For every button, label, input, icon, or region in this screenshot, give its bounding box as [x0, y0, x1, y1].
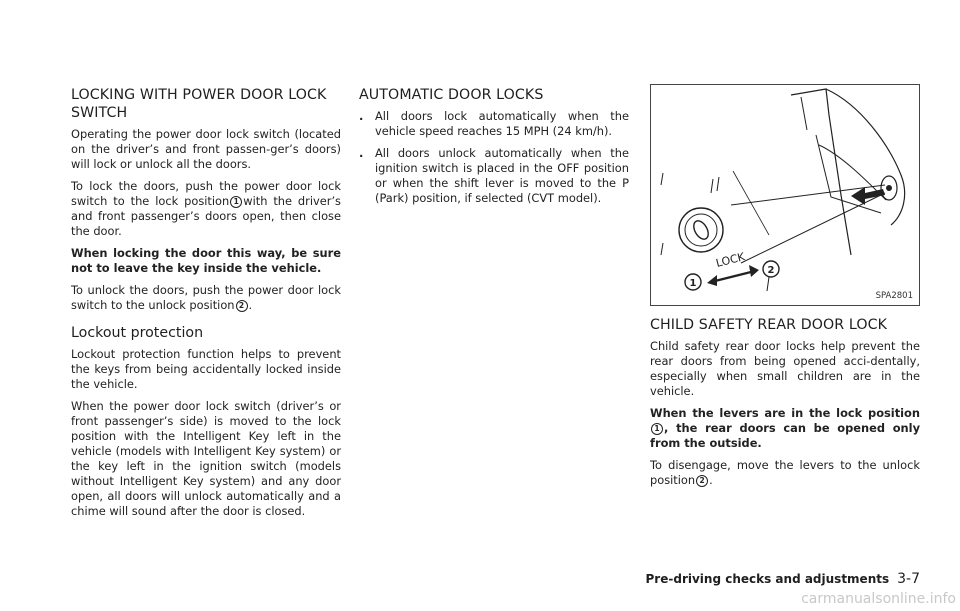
column-left [71, 86, 341, 526]
text-run: . [709, 473, 713, 487]
door-edge-line [816, 135, 881, 213]
paragraph [71, 283, 341, 313]
callout-2-marker: 2 [696, 475, 708, 487]
paragraph: Lockout protection function helps to prevent the keys from being accidentally locked inside the vehicle. [71, 347, 341, 391]
callout-1-marker: 1 [651, 423, 663, 435]
lock-lever-inset [685, 214, 717, 246]
callout-1-marker: 1 [230, 196, 242, 208]
list-item-text: All doors unlock automatically when the ignition switch is placed in the OFF position or when the shift lever is moved to the P (Park) position, if selected (CVT model). [375, 146, 629, 205]
door-edge-line [826, 89, 905, 225]
lock-label: LOCK [714, 250, 747, 270]
text-run: . [248, 298, 253, 312]
column-right [650, 84, 920, 495]
bullet-marker: . [359, 109, 364, 123]
chapter-title: Pre-driving checks and adjustments [645, 572, 890, 586]
paragraph: When the power door lock switch (driver’s or front passenger’s side) is moved to the lock position with the Intelligent Key left in the vehicle (models with Intelligent Key system) or the key left in the ignition switch (models without Intelligent Key system) and any door open, all doors will unlock automatically and a chime will sound after the door is closed. [71, 399, 341, 518]
list-item-text: All doors lock automatically when the vehicle speed reaches 15 MPH (24 km/h). [375, 109, 629, 138]
callout-2-label: 2 [767, 265, 775, 276]
door-frame-line [801, 97, 807, 130]
scratch-mark [661, 243, 663, 255]
section-heading-power-door-lock: LOCKING WITH POWER DOOR LOCK SWITCH [71, 87, 327, 121]
door-frame-line [791, 89, 851, 255]
paragraph [71, 179, 341, 239]
list-item [359, 109, 629, 139]
panel-mark [733, 171, 769, 235]
subheading-lockout-protection: Lockout protection [71, 325, 204, 341]
scratch-mark [661, 173, 663, 185]
warning-paragraph [650, 406, 920, 451]
column-middle [359, 86, 629, 213]
figure-code: SPA2801 [875, 291, 913, 301]
callout-1-label: 1 [689, 278, 697, 289]
text-run: To disengage, move the levers to the unlock position [650, 458, 920, 487]
list-item [359, 146, 629, 206]
watermark: carmanualsonline.info [801, 591, 956, 607]
text-run: , the rear doors can be opened only from the outside. [650, 421, 920, 450]
child-lock-illustration [650, 84, 920, 306]
section-heading-child-safety-lock: CHILD SAFETY REAR DOOR LOCK [650, 317, 888, 333]
arrow-head-icon [707, 275, 717, 286]
latch-pin [886, 185, 892, 191]
bullet-marker: . [359, 146, 364, 160]
door-diagram-icon [651, 85, 919, 305]
paragraph: Operating the power door lock switch (located on the driver’s and front passen-ger’s doors) will lock or unlock all the doors. [71, 127, 341, 171]
page-footer [646, 571, 920, 587]
paragraph [650, 458, 920, 488]
scratch-mark [767, 277, 769, 291]
text-run: with the driver’s and front passenger’s doors open, then close the door. [71, 194, 341, 238]
text-run: To unlock the doors, push the power door lock switch to the unlock position [71, 283, 341, 312]
bullet-list [359, 109, 629, 206]
text-run: To lock the doors, push the power door lock switch to the lock position [71, 179, 341, 208]
callout-2-marker: 2 [236, 300, 248, 312]
leader-line [741, 193, 885, 263]
warning-paragraph: When locking the door this way, be sure not to leave the key inside the vehicle. [71, 246, 341, 275]
paragraph: Child safety rear door locks help prevent the rear doors from being opened acci-dentally, especially when small children are in the vehicle. [650, 339, 920, 398]
text-run: When the levers are in the lock position [650, 406, 920, 420]
lock-lever-inset [679, 208, 723, 252]
section-heading-automatic-door-locks: AUTOMATIC DOOR LOCKS [359, 87, 544, 103]
arrow-head-icon [749, 265, 759, 277]
lock-direction-arrow-icon [711, 271, 755, 282]
page-number: 3-7 [897, 571, 920, 587]
lock-lever-knob [691, 218, 711, 241]
panel-mark [711, 177, 719, 193]
